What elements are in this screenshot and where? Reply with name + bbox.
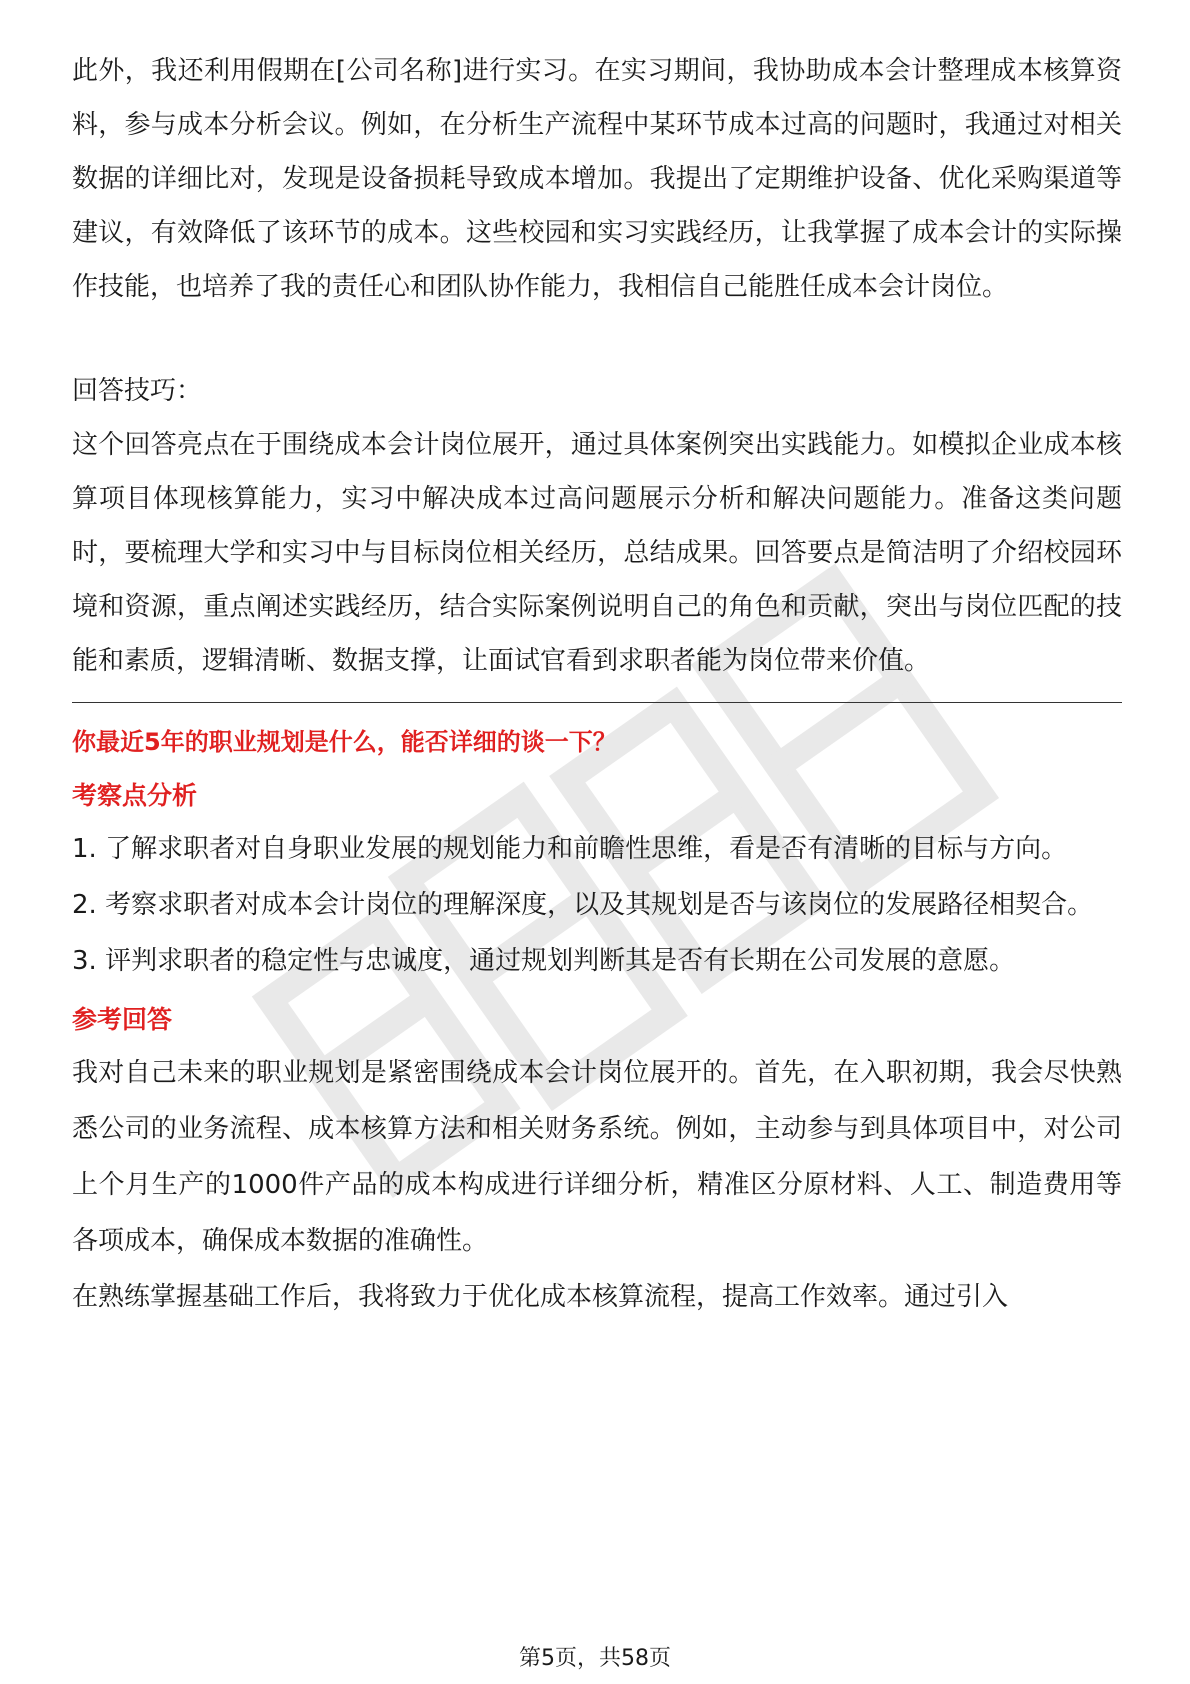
analysis-item: 3. 评判求职者的稳定性与忠诚度，通过规划判断其是否有长期在公司发展的意愿。 [72,946,1016,976]
reference-title: 参考回答 [72,1005,173,1034]
page-footer: 第5页，共58页 [519,1646,671,1671]
spacer [72,314,1122,364]
question-heading: 你最近5年的职业规划是什么，能否详细的谈一下？ [72,728,617,756]
section-divider [72,702,1122,703]
tips-label: 回答技巧： [72,376,203,406]
tips-text: 这个回答亮点在于围绕成本会计岗位展开，通过具体案例突出实践能力。如模拟企业成本核算项目体现核算能力，实习中解决成本过高问题展示分析和解决问题能力。准备这类问题时，要梳理大学和实习中与目标岗位相关经历，总结成果。回答要点是简洁明了介绍校园环境和资源，重点阐述实践经历，结合实际案例说明自己的角色和贡献，突出与岗位匹配的技能和素质，逻辑清晰、数据支撑，让面试官看到求职者能为岗位带来价值。 [72,430,1122,676]
intro-paragraph: 此外，我还利用假期在[公司名称]进行实习。在实习期间，我协助成本会计整理成本核算资料，参与成本分析会议。例如，在分析生产流程中某环节成本过高的问题时，我通过对相关数据的详细比对，发现是设备损耗导致成本增加。我提出了定期维护设备、优化采购渠道等建议，有效降低了该环节的成本。这些校园和实习实践经历，让我掌握了成本会计的实际操作技能，也培养了我的责任心和团队协作能力，我相信自己能胜任成本会计岗位。 [72,56,1122,302]
reference-paragraph: 在熟练掌握基础工作后，我将致力于优化成本核算流程，提高工作效率。通过引入 [72,1282,1009,1312]
reference-answer [72,995,1122,1325]
analysis-item: 2. 考察求职者对成本会计岗位的理解深度，以及其规划是否与该岗位的发展路径相契合。 [72,890,1094,920]
main-content [72,44,1122,1325]
analysis-item: 1. 了解求职者对自身职业发展的规划能力和前瞻性思维，看是否有清晰的目标与方向。 [72,834,1068,864]
analysis-title: 考察点分析 [72,781,198,810]
reference-paragraph: 我对自己未来的职业规划是紧密围绕成本会计岗位展开的。首先，在入职初期，我会尽快熟悉公司的业务流程、成本核算方法和相关财务系统。例如，主动参与到具体项目中，对公司上个月生产的1000件产品的成本构成进行详细分析，精准区分原材料、人工、制造费用等各项成本，确保成本数据的准确性。 [72,1058,1122,1256]
